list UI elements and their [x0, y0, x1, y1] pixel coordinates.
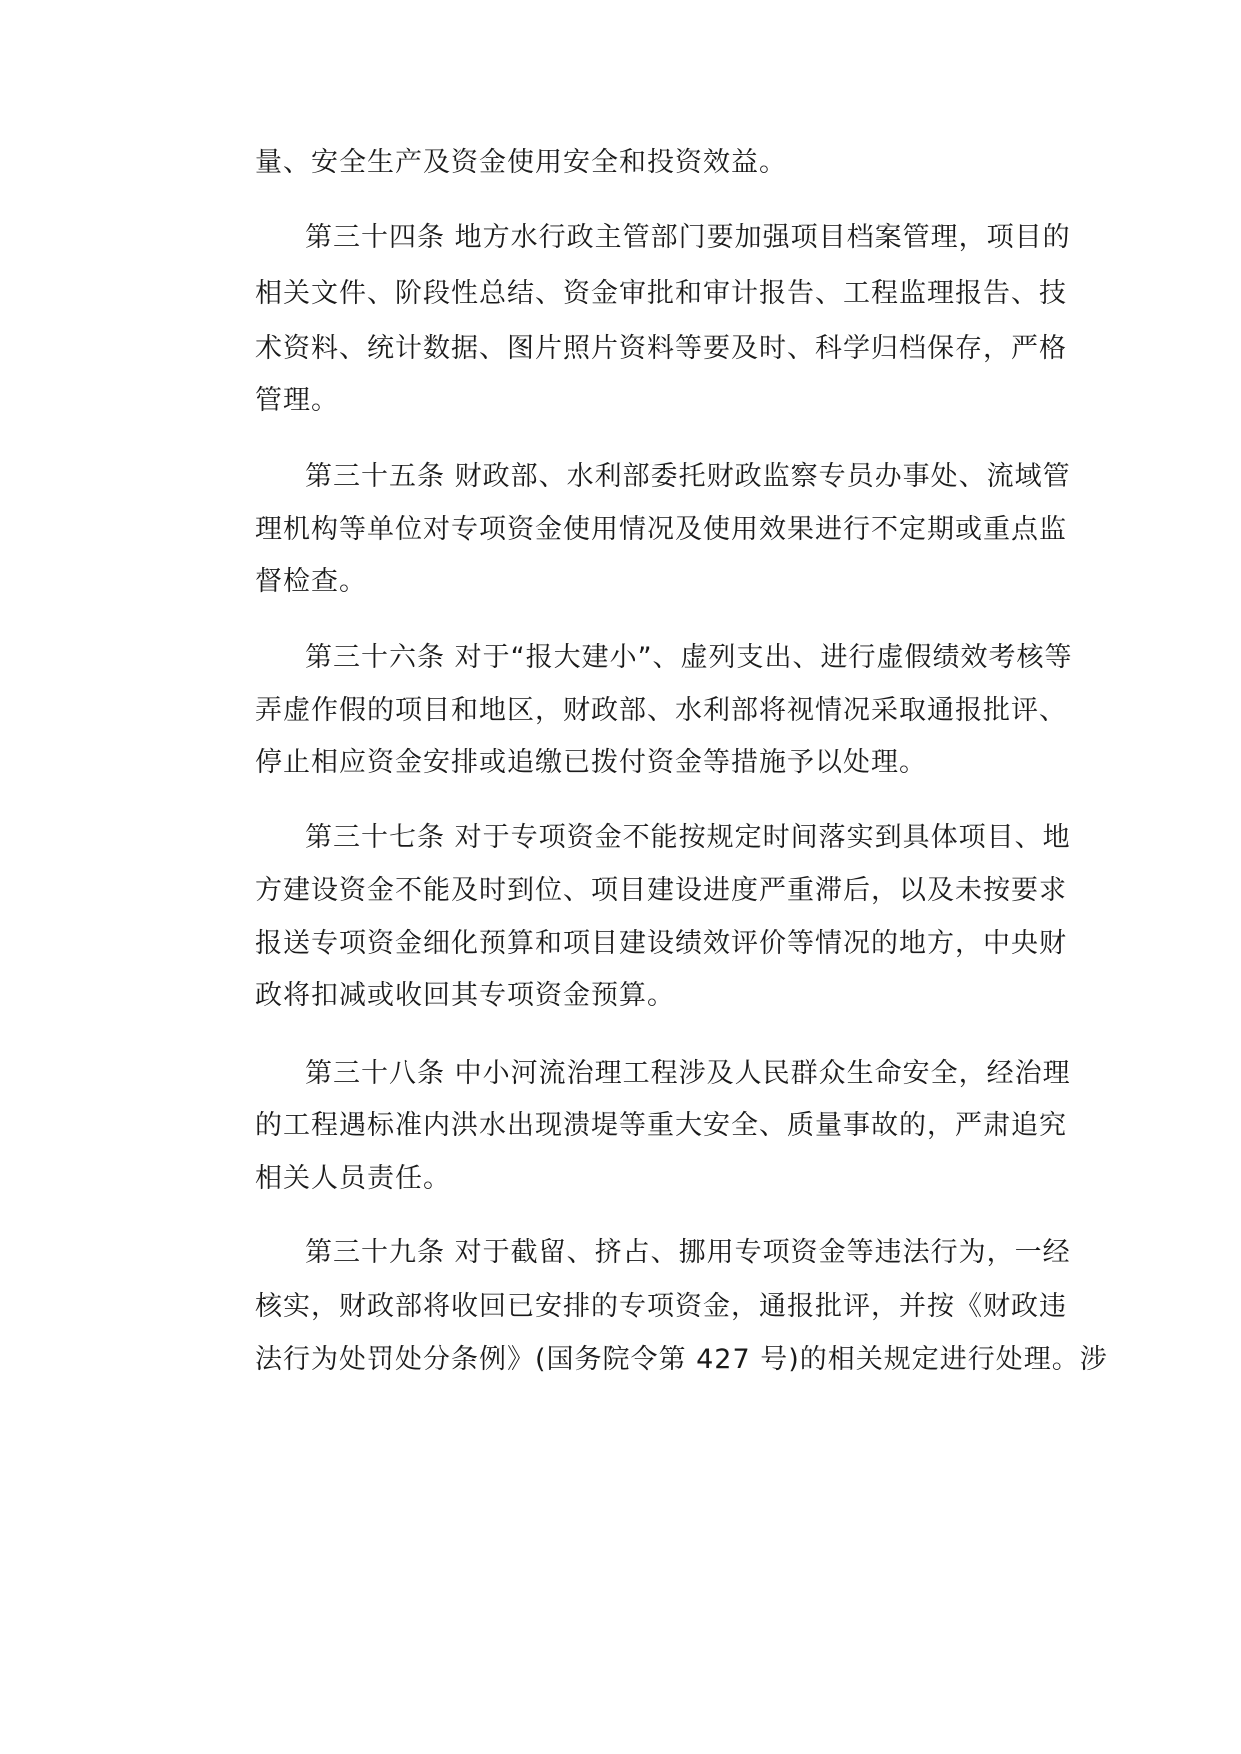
text-line: 量、安全生产及资金使用安全和投资效益。	[255, 147, 787, 178]
text-line: 方建设资金不能及时到位、项目建设进度严重滞后，以及未按要求	[255, 875, 1067, 906]
article-37-heading-line: 第三十七条 对于专项资金不能按规定时间落实到具体项目、地	[305, 822, 1071, 853]
article-36-heading-line: 第三十六条 对于“报大建小”、虚列支出、进行虚假绩效考核等	[305, 642, 1073, 673]
article-38-heading-line: 第三十八条 中小河流治理工程涉及人民群众生命安全，经治理	[305, 1058, 1071, 1089]
article-39-heading-line: 第三十九条 对于截留、挤占、挪用专项资金等违法行为，一经	[305, 1237, 1071, 1268]
text-line: 停止相应资金安排或追缴已拨付资金等措施予以处理。	[255, 747, 927, 778]
text-line: 法行为处罚处分条例》(国务院令第 427 号)的相关规定进行处理。涉	[255, 1344, 1108, 1375]
text-line: 相关文件、阶段性总结、资金审批和审计报告、工程监理报告、技	[255, 278, 1067, 309]
text-line: 术资料、统计数据、图片照片资料等要及时、科学归档保存，严格	[255, 333, 1067, 364]
text-line: 核实，财政部将收回已安排的专项资金，通报批评，并按《财政违	[255, 1291, 1067, 1322]
article-34-heading-line: 第三十四条 地方水行政主管部门要加强项目档案管理，项目的	[305, 222, 1071, 253]
text-line: 的工程遇标准内洪水出现溃堤等重大安全、质量事故的，严肃追究	[255, 1110, 1067, 1141]
text-line: 管理。	[255, 385, 339, 416]
text-line: 弄虚作假的项目和地区，财政部、水利部将视情况采取通报批评、	[255, 695, 1067, 726]
article-35-heading-line: 第三十五条 财政部、水利部委托财政监察专员办事处、流域管	[305, 461, 1071, 492]
text-line: 相关人员责任。	[255, 1163, 451, 1194]
text-line: 理机构等单位对专项资金使用情况及使用效果进行不定期或重点监	[255, 514, 1067, 545]
text-line: 报送专项资金细化预算和项目建设绩效评价等情况的地方，中央财	[255, 928, 1067, 959]
text-line: 政将扣减或收回其专项资金预算。	[255, 980, 675, 1011]
text-line: 督检查。	[255, 566, 367, 597]
